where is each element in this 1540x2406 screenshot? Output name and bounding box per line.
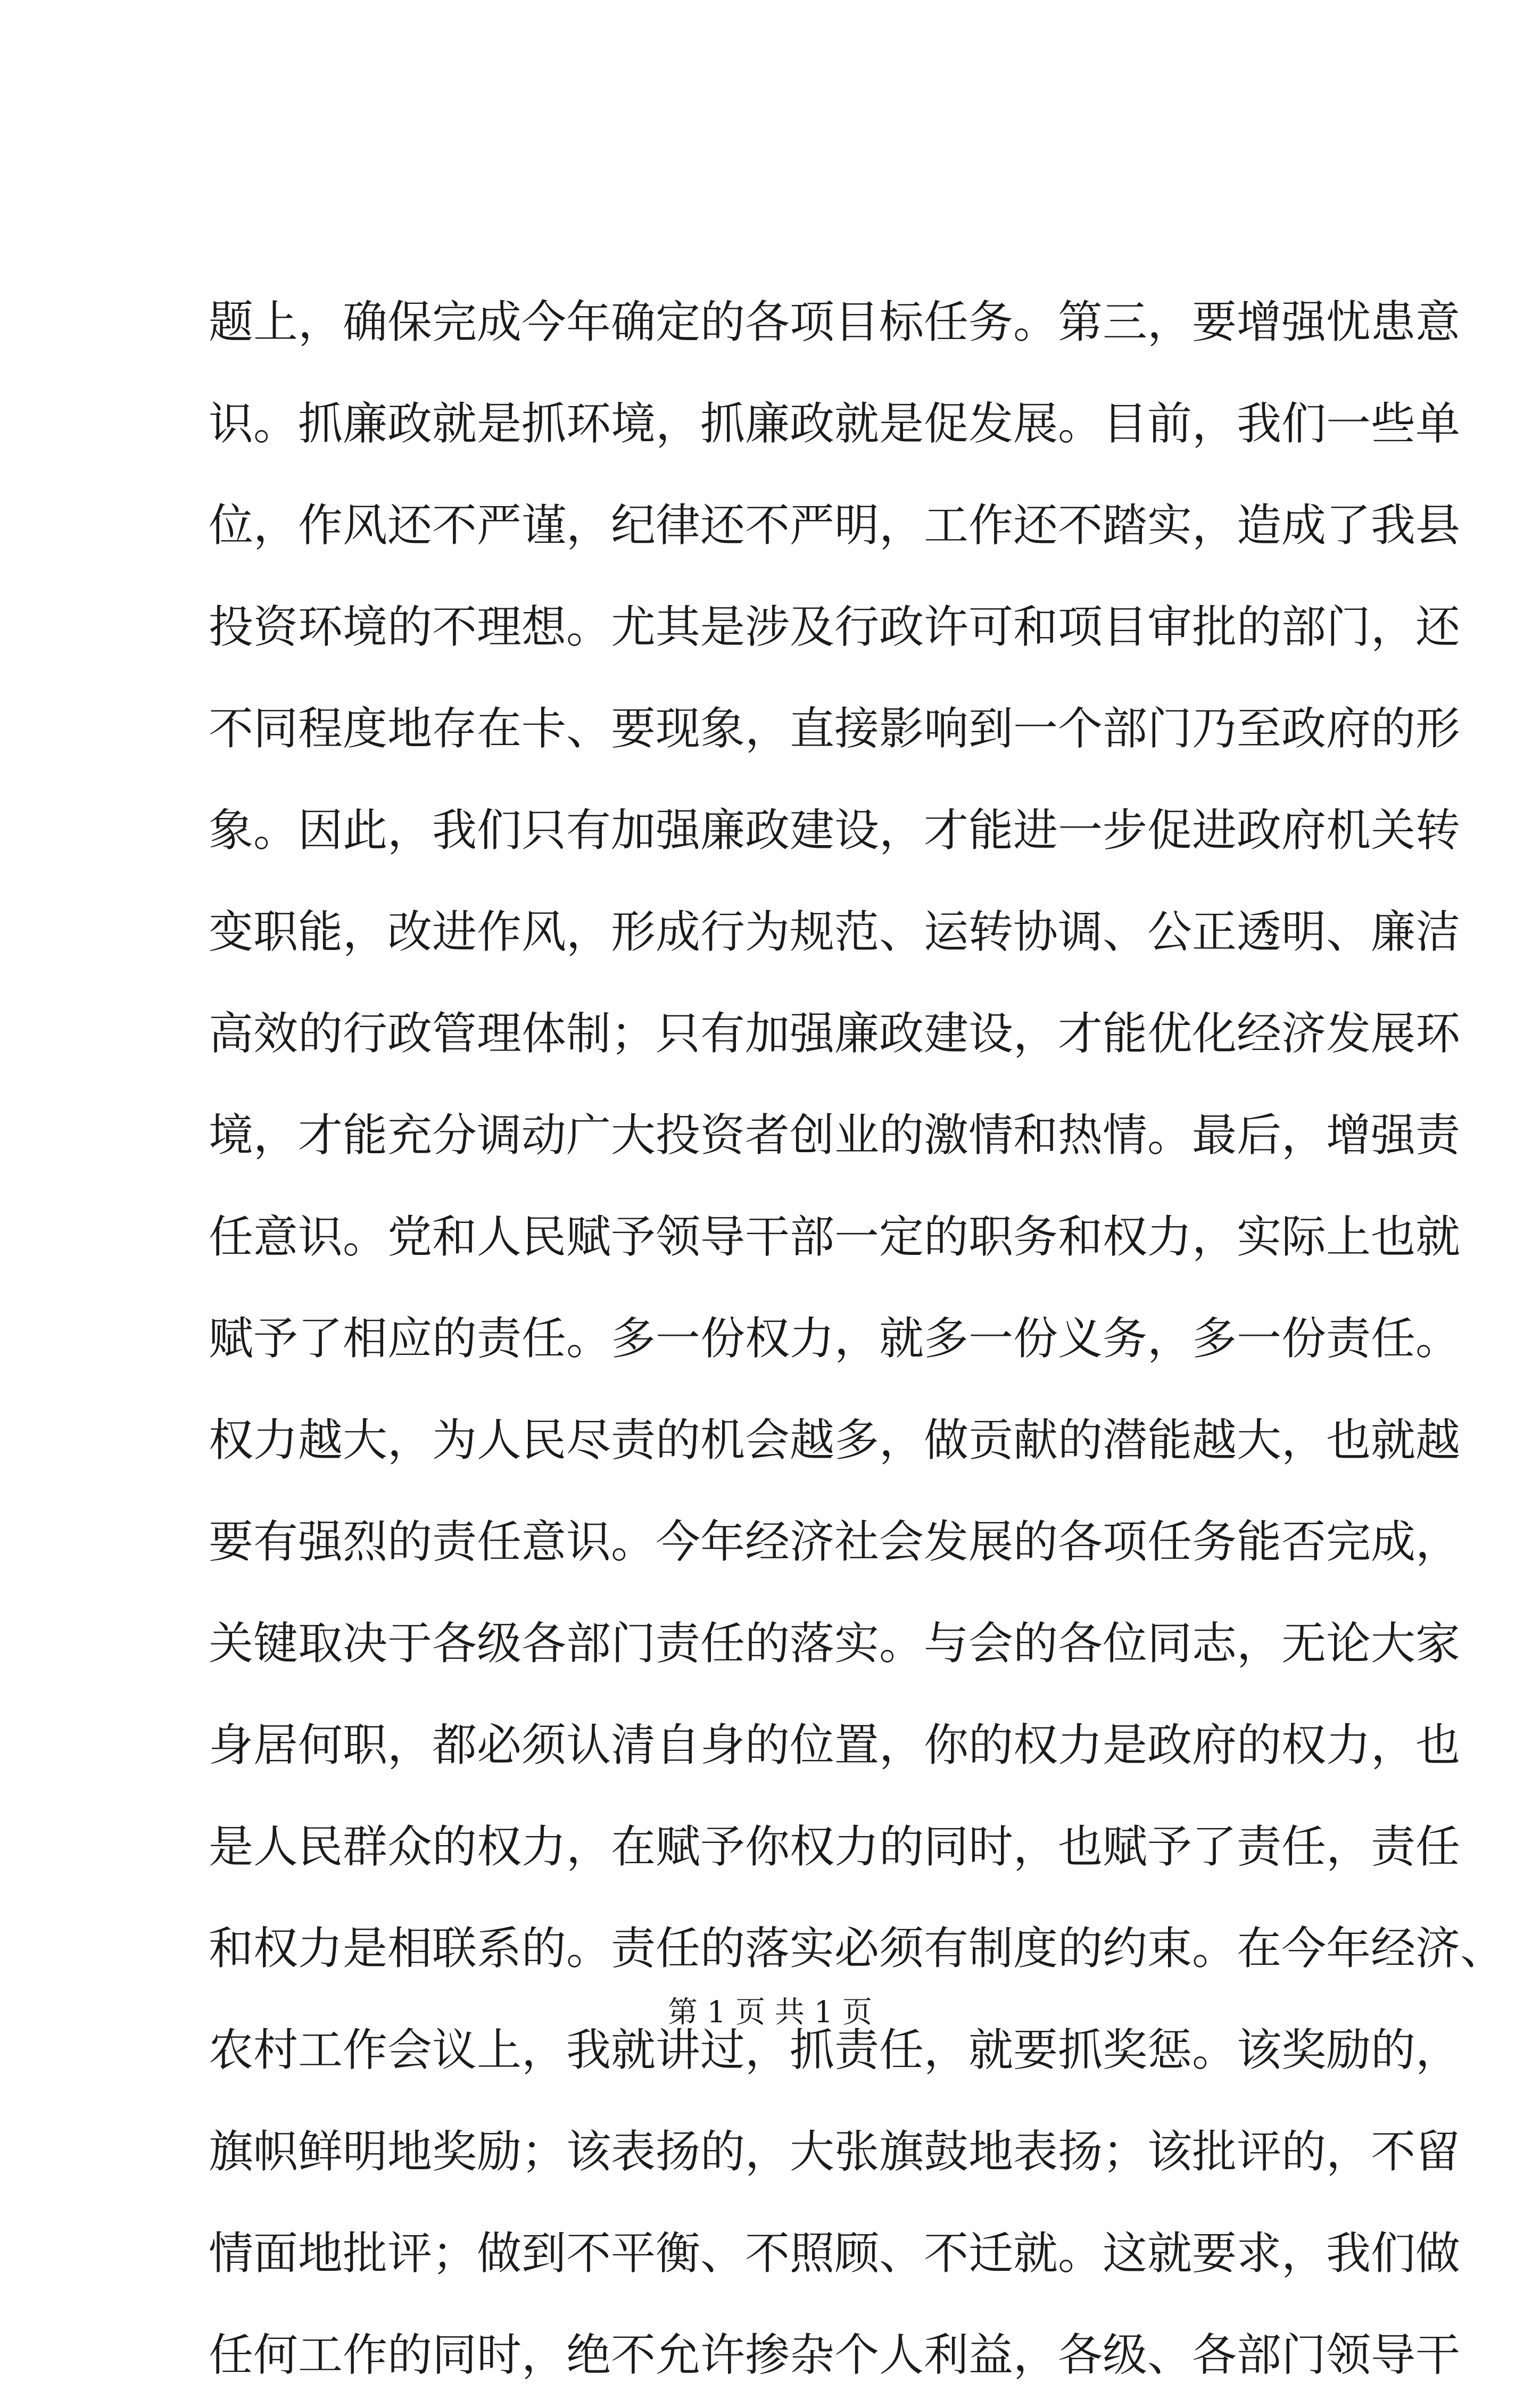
text-line: 象。因此，我们只有加强廉政建设，才能进一步促进政府机关转 <box>209 804 1461 856</box>
text-line: 任意识。党和人民赋予领导干部一定的职务和权力，实际上也就 <box>209 1211 1461 1263</box>
text-line: 赋予了相应的责任。多一份权力，就多一份义务，多一份责任。 <box>209 1312 1461 1365</box>
text-line: 识。抓廉政就是抓环境，抓廉政就是促发展。目前，我们一些单 <box>209 398 1461 450</box>
text-line: 题上，确保完成今年确定的各项目标任务。第三，要增强忧患意 <box>209 296 1461 348</box>
body-text <box>209 271 1505 2406</box>
text-line: 关键取决于各级各部门责任的落实。与会的各位同志，无论大家 <box>209 1617 1461 1669</box>
page-footer: 第 1 页 共 1 页 <box>667 1995 873 2030</box>
text-line: 投资环境的不理想。尤其是涉及行政许可和项目审批的部门，还 <box>209 601 1461 653</box>
text-line: 和权力是相联系的。责任的落实必须有制度的约束。在今年经济、 <box>209 1922 1505 1974</box>
text-line: 情面地批评；做到不平衡、不照顾、不迁就。这就要求，我们做 <box>209 2227 1461 2279</box>
text-line: 权力越大，为人民尽责的机会越多，做贡献的潜能越大，也就越 <box>209 1414 1461 1466</box>
text-line: 境，才能充分调动广大投资者创业的激情和热情。最后，增强责 <box>209 1109 1461 1161</box>
text-line: 身居何职，都必须认清自身的位置，你的权力是政府的权力，也 <box>209 1719 1461 1771</box>
text-line: 位，作风还不严谨，纪律还不严明，工作还不踏实，造成了我县 <box>209 499 1461 551</box>
text-line: 是人民群众的权力，在赋予你权力的同时，也赋予了责任，责任 <box>209 1821 1461 1873</box>
text-line: 高效的行政管理体制；只有加强廉政建设，才能优化经济发展环 <box>209 1007 1461 1060</box>
text-line: 要有强烈的责任意识。今年经济社会发展的各项任务能否完成， <box>209 1516 1461 1568</box>
text-line: 变职能，改进作风，形成行为规范、运转协调、公正透明、廉洁 <box>209 906 1461 958</box>
text-line: 任何工作的同时，绝不允许掺杂个人利益，各级、各部门领导干 <box>209 2329 1461 2381</box>
text-line: 旗帜鲜明地奖励；该表扬的，大张旗鼓地表扬；该批评的，不留 <box>209 2126 1461 2178</box>
text-line: 农村工作会议上，我就讲过，抓责任，就要抓奖惩。该奖励的， <box>209 2024 1461 2076</box>
text-line: 不同程度地存在卡、要现象，直接影响到一个部门乃至政府的形 <box>209 702 1461 755</box>
